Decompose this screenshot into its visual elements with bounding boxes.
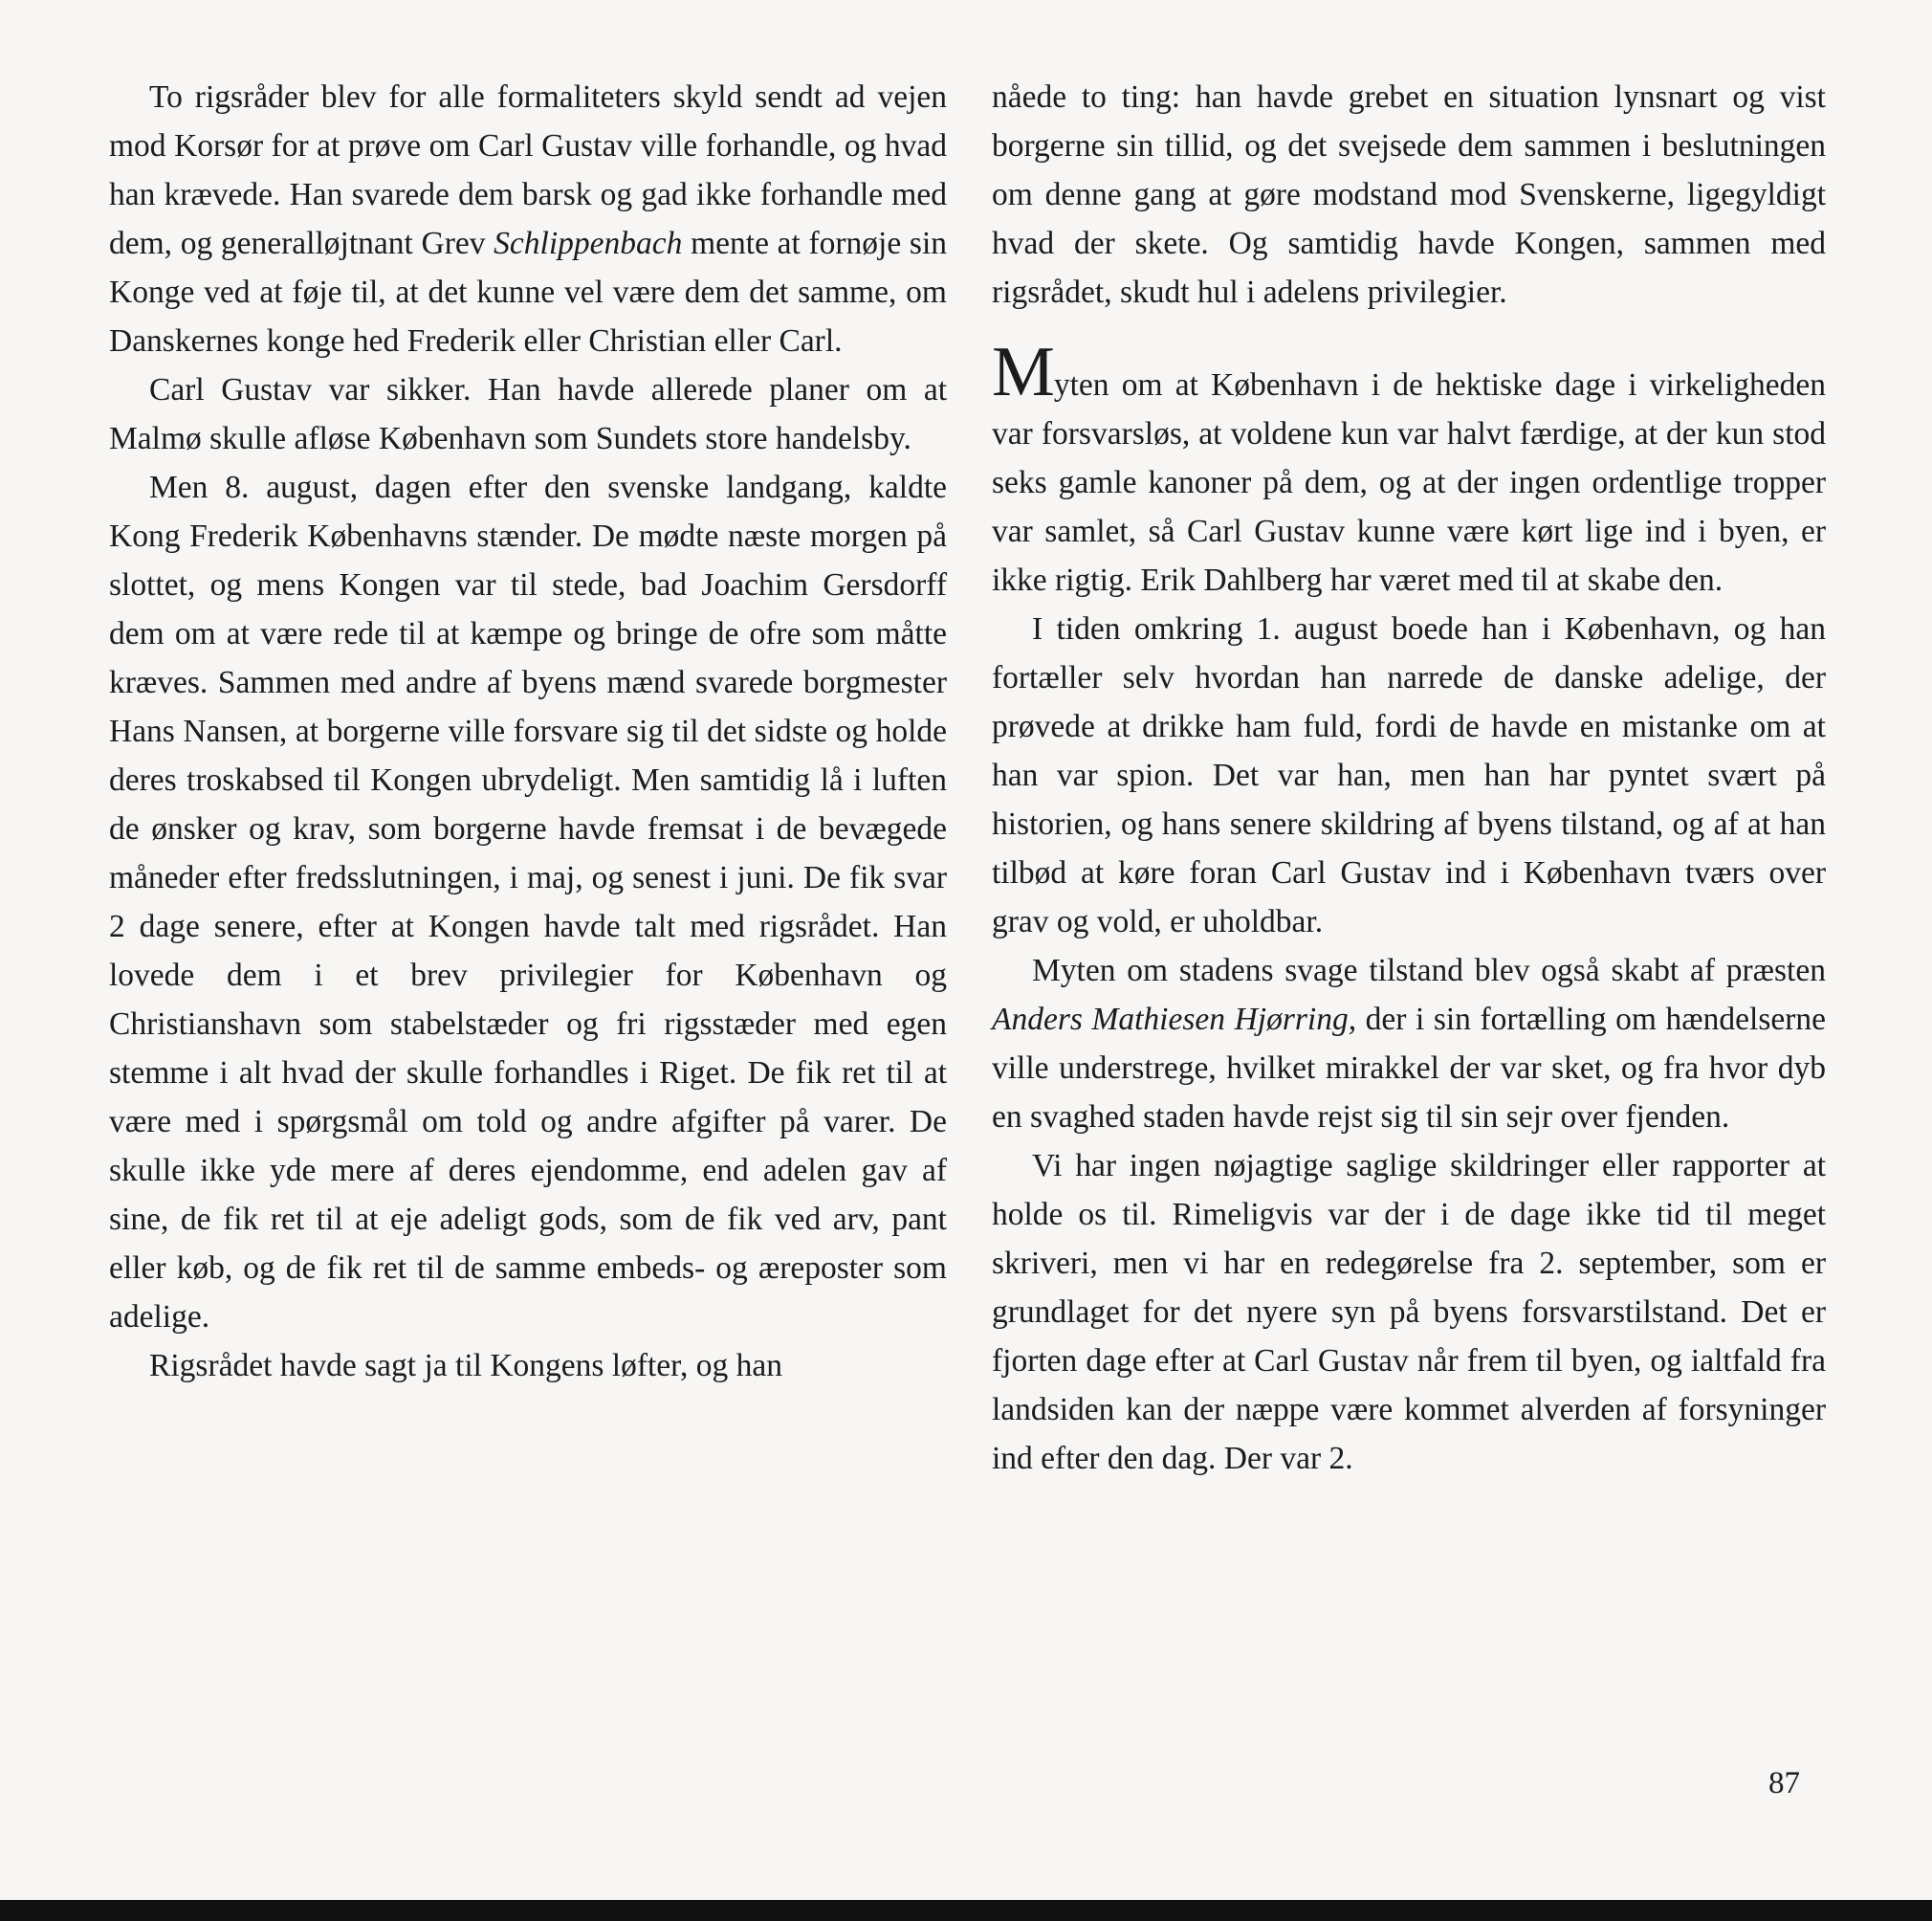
paragraph-text: der i sin fortælling om hændelserne ville understrege, hvilket mirakkel der var sket, og fra hvor dyb en svaghed staden havde rejst sig til sin sejr over fjenden. (992, 1002, 1826, 1135)
paragraph-text: Myten om stadens svage tilstand blev også skabt af præsten (1032, 953, 1826, 988)
drop-cap: M (992, 333, 1054, 411)
left-column (109, 73, 947, 1390)
paragraph (992, 946, 1826, 1141)
paragraph-dropcap (992, 333, 1826, 605)
paragraph-text: mente at fornøje sin Konge ved at føje til, at det kunne vel være dem det samme, om Danskernes konge hed Frederik eller Christian eller Carl. (109, 226, 947, 359)
paragraph: Carl Gustav var sikker. Han havde allerede planer om at Malmø skulle afløse København som Sundets store handelsby. (109, 372, 947, 456)
right-column (992, 73, 1826, 1483)
paragraph: Vi har ingen nøjagtige saglige skildringer eller rapporter at holde os til. Rimeligvis var der i de dage ikke tid til meget skriveri, men vi har en redegørelse fra 2. september, som er grundlaget for det nyere syn på byens forsvarstilstand. Det er fjorten dage efter at Carl Gustav når frem til byen, og ialtfald fra landsiden kan der næppe være kommet alverden af forsyninger ind efter den dag. Der var 2. (992, 1148, 1826, 1476)
paragraph (109, 73, 947, 365)
paragraph-text: yten om at København i de hektiske dage i virkeligheden var forsvarsløs, at voldene kun var halvt færdige, at der kun stod seks gamle kanoner på dem, og at der ingen ordentlige tropper var samlet, så Carl Gustav kunne være kørt lige ind i byen, er ikke rigtig. Erik Dahlberg har været med til at skabe den. (992, 367, 1826, 598)
paragraph: Rigsrådet havde sagt ja til Kongens løfter, og han (149, 1348, 782, 1383)
italic-name: Anders Mathiesen Hjørring, (992, 1002, 1357, 1037)
paragraph: Men 8. august, dagen efter den svenske landgang, kaldte Kong Frederik Københavns stænder. De mødte næste morgen på slottet, og mens Kongen var til stede, bad Joachim Gersdorff dem om at være rede til at kæmpe og bringe de ofre som måtte kræves. Sammen med andre af byens mænd svarede borgmester Hans Nansen, at borgerne ville forsvare sig til det sidste og holde deres troskabsed til Kongen ubrydeligt. Men samtidig lå i luften de ønsker og krav, som borgerne havde fremsat i de bevægede måneder efter fredsslutningen, i maj, og senest i juni. De fik svar 2 dage senere, efter at Kongen havde talt med rigsrådet. Han lovede dem i et brev privilegier for København og Christianshavn som stabelstæder og fri rigsstæder med egen stemme i alt hvad der skulle forhandles i Riget. De fik ret til at være med i spørgsmål om told og andre afgifter på varer. De skulle ikke yde mere af deres ejendomme, end adelen gav af sine, de fik ret til at eje adeligt gods, som de fik ved arv, pant eller køb, og de fik ret til de samme embeds- og æreposter som adelige. (109, 470, 947, 1335)
paragraph: I tiden omkring 1. august boede han i København, og han fortæller selv hvordan han narrede de danske adelige, der prøvede at drikke ham fuld, fordi de havde en mistanke om at han var spion. Det var han, men han har pyntet svært på historien, og hans senere skildring af byens tilstand, og af at han tilbød at køre foran Carl Gustav ind i København tværs over grav og vold, er uholdbar. (992, 611, 1826, 939)
page-number: 87 (1768, 1766, 1800, 1800)
paragraph-text: To rigsråder blev for alle formaliteters skyld sendt ad vejen mod Korsør for at prøve om Carl Gustav ville forhandle, og hvad han krævede. Han svarede dem barsk og gad ikke forhandle med dem, og generalløjtnant Grev (109, 79, 947, 261)
italic-name: Schlippenbach (494, 226, 683, 261)
scan-edge (0, 1900, 1932, 1921)
paragraph: nåede to ting: han havde grebet en situation lynsnart og vist borgerne sin tillid, og det svejsede dem sammen i beslutningen om denne gang at gøre modstand mod Svenskerne, ligegyldigt hvad der skete. Og samtidig havde Kongen, sammen med rigsrådet, skudt hul i adelens privilegier. (992, 79, 1826, 310)
